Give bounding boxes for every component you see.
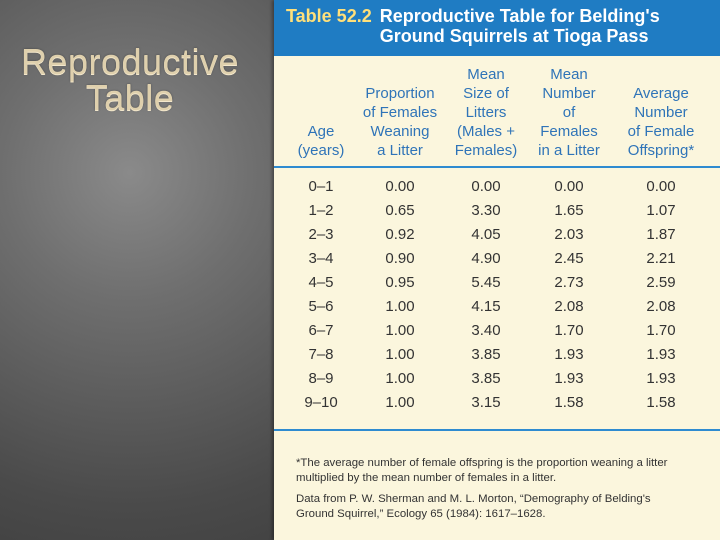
reproductive-table-figure bbox=[274, 0, 720, 540]
column-header-line: of bbox=[562, 104, 576, 121]
proportion-cell: 1.00 bbox=[385, 298, 415, 315]
female-offspring-cell: 1.70 bbox=[646, 322, 676, 339]
header-rule-bottom bbox=[274, 429, 720, 431]
citation-line: Ground Squirrel,” Ecology 65 (1984): 1617–1628. bbox=[296, 508, 546, 520]
litter-size-cell: 5.45 bbox=[471, 274, 501, 291]
females-in-litter-cell: 2.73 bbox=[554, 274, 584, 291]
column-headers bbox=[274, 64, 720, 160]
table-row bbox=[274, 272, 720, 293]
female-offspring-cell: 0.00 bbox=[646, 178, 676, 195]
column-header-line: a Litter bbox=[377, 142, 423, 159]
female-offspring-cell: 1.87 bbox=[646, 226, 676, 243]
proportion-cell: 0.00 bbox=[385, 178, 415, 195]
age-cell: 6–7 bbox=[308, 322, 334, 339]
litter-size-cell: 3.15 bbox=[471, 394, 501, 411]
litter-size-cell: 3.85 bbox=[471, 346, 501, 363]
age-cell: 8–9 bbox=[308, 370, 334, 387]
slide-title-line-1: Reproductive bbox=[20, 41, 240, 82]
column-header-line: in a Litter bbox=[538, 142, 600, 159]
table-header-bar bbox=[274, 0, 720, 56]
column-header-line: (years) bbox=[297, 142, 345, 159]
table-title bbox=[380, 6, 660, 46]
table-row bbox=[274, 296, 720, 317]
table-row bbox=[274, 248, 720, 269]
litter-size-cell: 3.30 bbox=[471, 202, 501, 219]
proportion-cell: 1.00 bbox=[385, 346, 415, 363]
column-header-age bbox=[288, 122, 354, 160]
litter-size-cell: 4.90 bbox=[471, 250, 501, 267]
column-header-line: Offspring* bbox=[627, 142, 695, 159]
column-header-females-in-litter bbox=[528, 65, 610, 160]
column-header-line: Number bbox=[542, 85, 596, 102]
females-in-litter-cell: 2.03 bbox=[554, 226, 584, 243]
column-header-female-offspring bbox=[612, 84, 710, 160]
table-row bbox=[274, 344, 720, 365]
table-number: Table 52.2 bbox=[286, 6, 372, 26]
column-header-line: Weaning bbox=[370, 123, 430, 140]
female-offspring-cell: 1.93 bbox=[646, 370, 676, 387]
females-in-litter-cell: 1.70 bbox=[554, 322, 584, 339]
proportion-cell: 0.65 bbox=[385, 202, 415, 219]
litter-size-cell: 4.15 bbox=[471, 298, 501, 315]
age-cell: 0–1 bbox=[308, 178, 334, 195]
table-row bbox=[274, 224, 720, 245]
female-offspring-cell: 2.08 bbox=[646, 298, 676, 315]
table-row bbox=[274, 392, 720, 413]
age-cell: 7–8 bbox=[308, 346, 334, 363]
header-rule-top bbox=[274, 166, 720, 168]
female-offspring-cell: 2.59 bbox=[646, 274, 676, 291]
column-header-proportion bbox=[356, 84, 444, 160]
age-cell: 2–3 bbox=[308, 226, 334, 243]
table-row bbox=[274, 368, 720, 389]
column-header-line: Mean bbox=[550, 66, 588, 83]
column-header-line: Litters bbox=[465, 104, 507, 121]
citation-line: Data from P. W. Sherman and M. L. Morton, “Demography of Belding's bbox=[296, 493, 651, 505]
females-in-litter-cell: 1.93 bbox=[554, 346, 584, 363]
females-in-litter-cell: 1.65 bbox=[554, 202, 584, 219]
source-citation bbox=[296, 492, 708, 522]
table-body bbox=[274, 176, 720, 418]
female-offspring-cell: 1.58 bbox=[646, 394, 676, 411]
column-header-line: Age bbox=[307, 123, 335, 140]
table-title-line-2: Ground Squirrels at Tioga Pass bbox=[379, 26, 649, 47]
column-header-litter-size bbox=[448, 65, 524, 160]
column-header-line: Proportion bbox=[365, 85, 435, 102]
slide-title-line-2: Table bbox=[85, 77, 175, 118]
proportion-cell: 0.92 bbox=[385, 226, 415, 243]
litter-size-cell: 4.05 bbox=[471, 226, 501, 243]
female-offspring-cell: 1.93 bbox=[646, 346, 676, 363]
column-header-line: Females) bbox=[454, 142, 518, 159]
column-header-line: Average bbox=[633, 85, 689, 102]
column-header-line: Size of bbox=[463, 85, 509, 102]
litter-size-cell: 0.00 bbox=[471, 178, 501, 195]
table-row bbox=[274, 320, 720, 341]
litter-size-cell: 3.85 bbox=[471, 370, 501, 387]
females-in-litter-cell: 1.58 bbox=[554, 394, 584, 411]
females-in-litter-cell: 2.45 bbox=[554, 250, 584, 267]
proportion-cell: 0.90 bbox=[385, 250, 415, 267]
slide-title bbox=[8, 41, 252, 118]
table-title-line-1: Reproductive Table for Belding's bbox=[379, 6, 660, 26]
proportion-cell: 1.00 bbox=[385, 394, 415, 411]
proportion-cell: 1.00 bbox=[385, 322, 415, 339]
proportion-cell: 1.00 bbox=[385, 370, 415, 387]
column-header-line: (Males + bbox=[457, 123, 515, 140]
age-cell: 1–2 bbox=[308, 202, 334, 219]
age-cell: 3–4 bbox=[308, 250, 334, 267]
age-cell: 4–5 bbox=[308, 274, 334, 291]
age-cell: 5–6 bbox=[308, 298, 334, 315]
column-header-line: Mean bbox=[467, 66, 505, 83]
table-row bbox=[274, 200, 720, 221]
females-in-litter-cell: 1.93 bbox=[554, 370, 584, 387]
table-row bbox=[274, 176, 720, 197]
litter-size-cell: 3.40 bbox=[471, 322, 501, 339]
proportion-cell: 0.95 bbox=[385, 274, 415, 291]
column-header-line: Females bbox=[540, 123, 598, 140]
female-offspring-cell: 2.21 bbox=[646, 250, 676, 267]
footnote-line: multiplied by the mean number of females in a litter. bbox=[296, 472, 557, 484]
age-cell: 9–10 bbox=[304, 394, 338, 411]
footnote-line: *The average number of female offspring is the proportion weaning a litter bbox=[296, 457, 668, 469]
asterisk-footnote bbox=[296, 456, 708, 486]
column-header-line: Number bbox=[634, 104, 688, 121]
females-in-litter-cell: 0.00 bbox=[554, 178, 584, 195]
column-header-line: of Females bbox=[362, 104, 438, 121]
females-in-litter-cell: 2.08 bbox=[554, 298, 584, 315]
column-header-line: of Female bbox=[627, 123, 695, 140]
female-offspring-cell: 1.07 bbox=[646, 202, 676, 219]
